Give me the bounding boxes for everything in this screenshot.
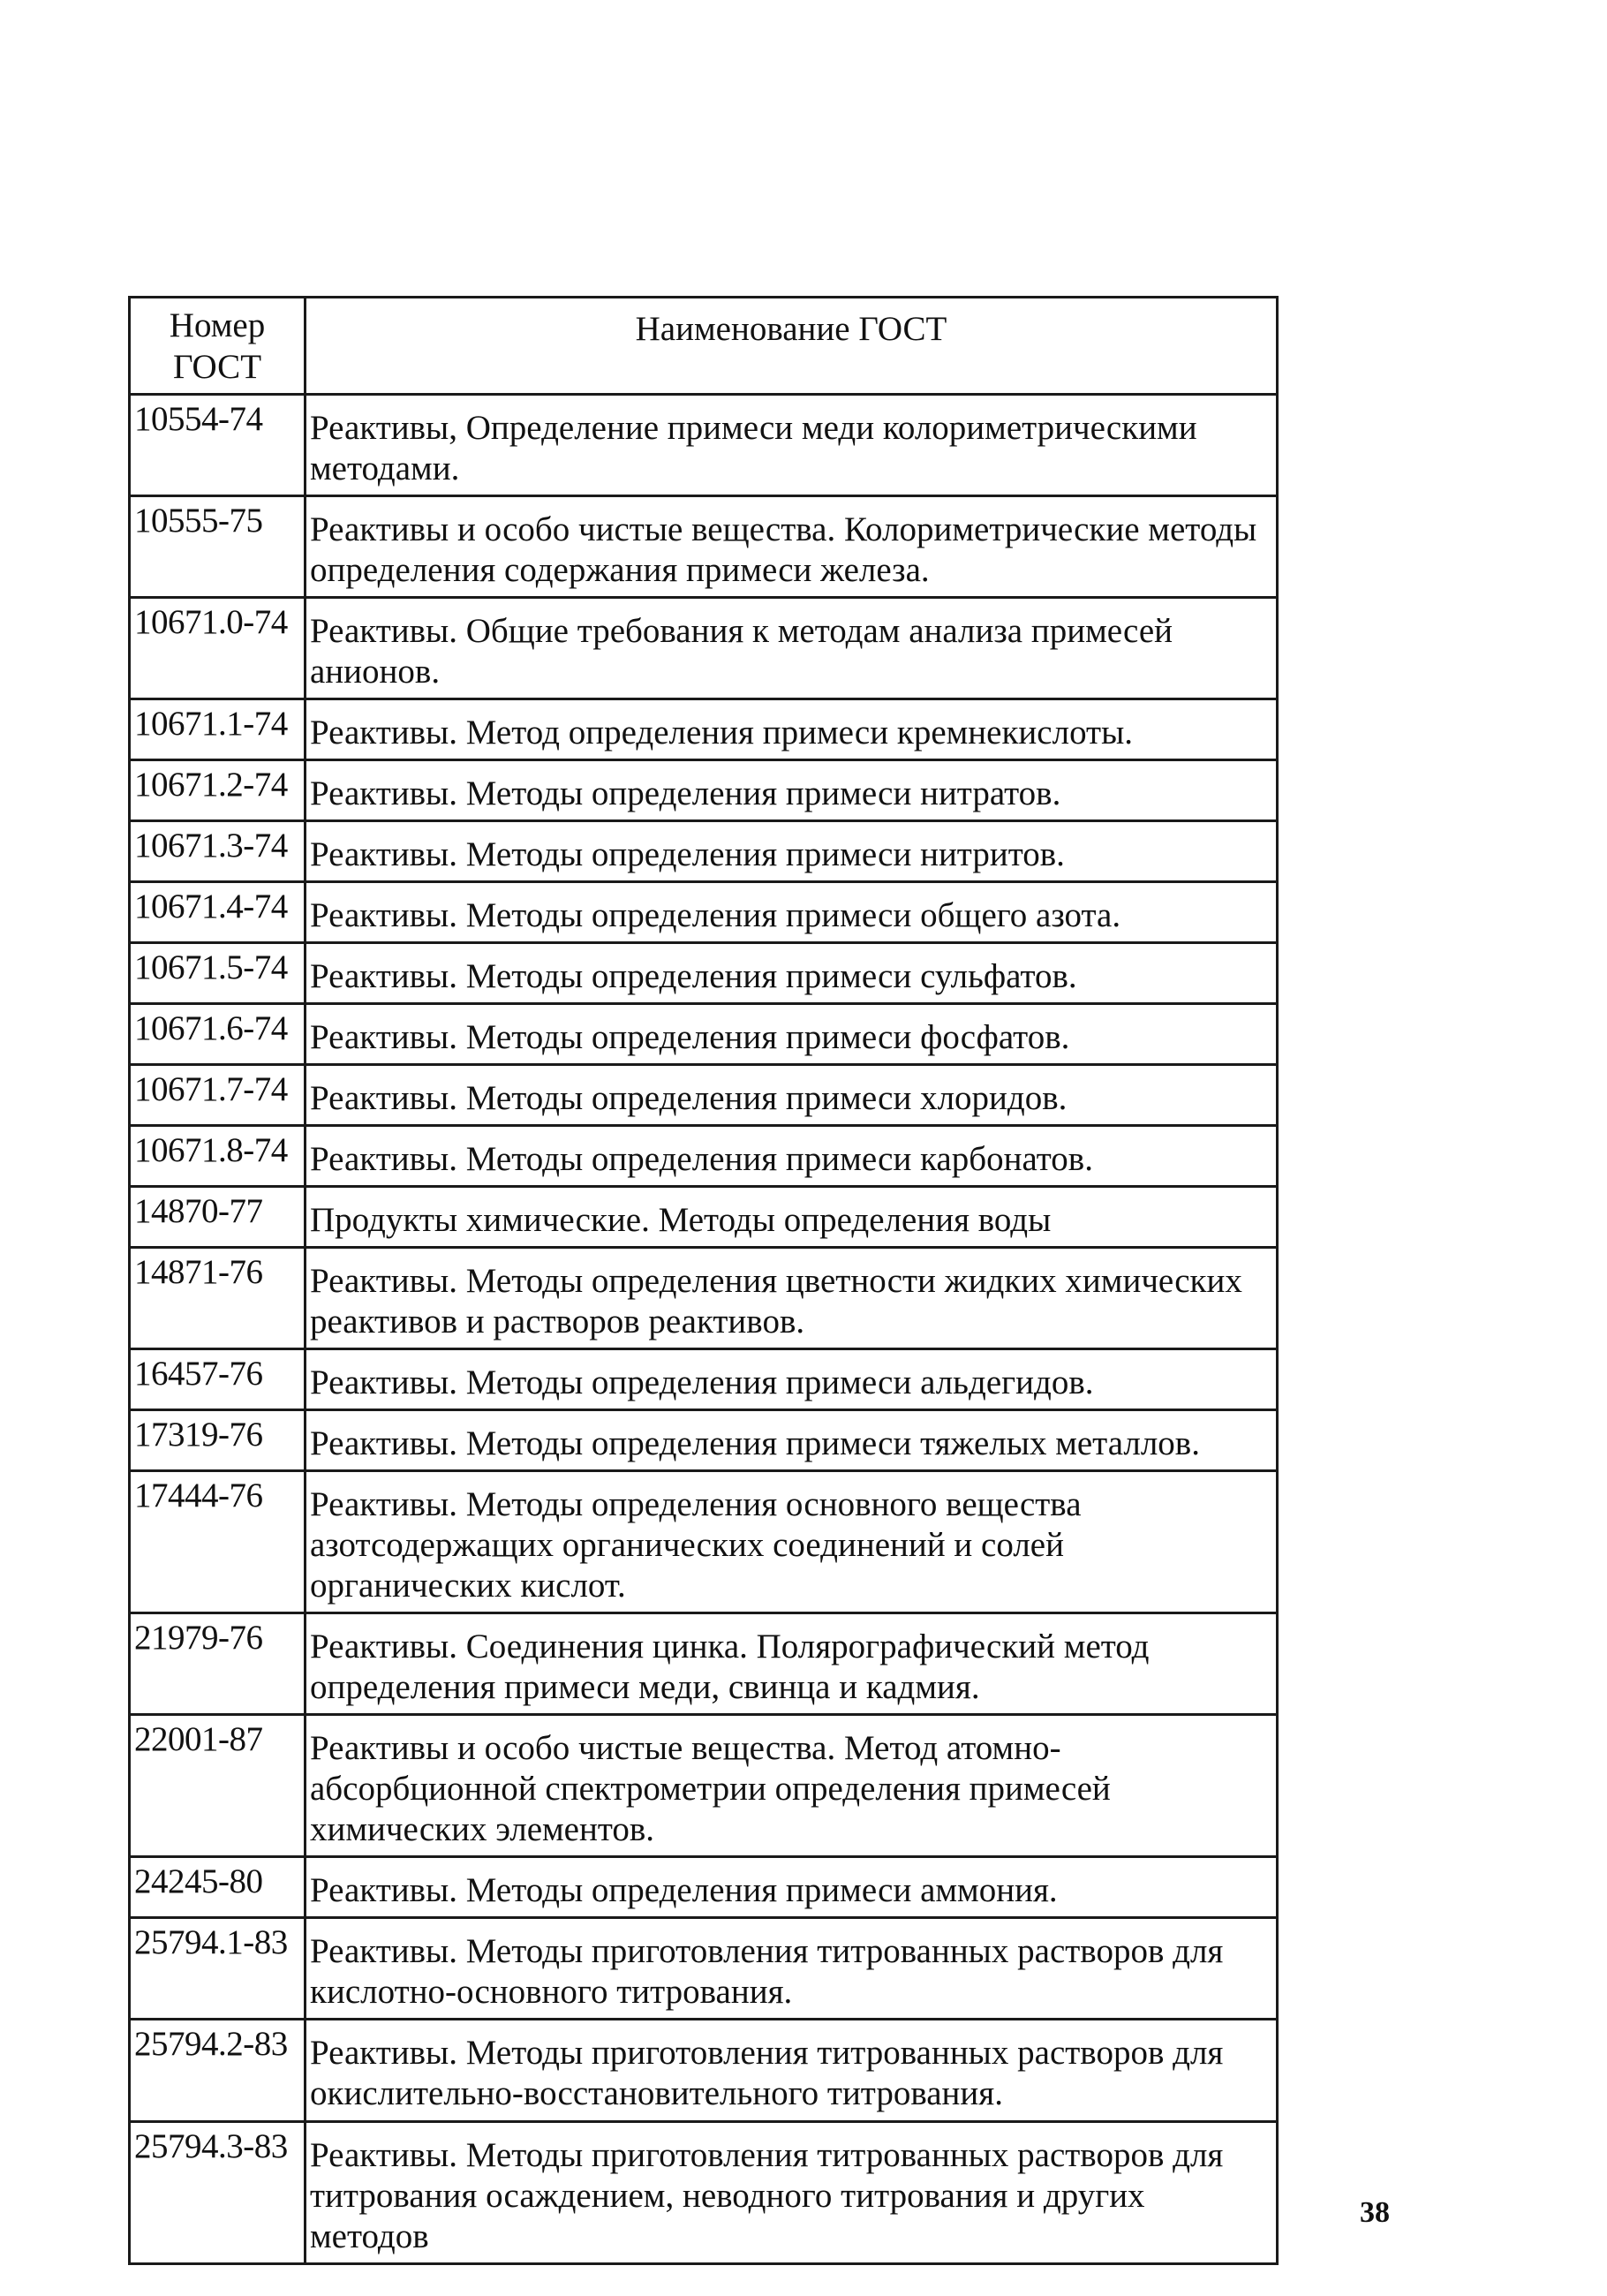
table-row	[130, 1065, 1278, 1126]
gost-number: 24245-80	[130, 1857, 306, 1918]
table-row	[130, 821, 1278, 882]
table-row	[130, 1410, 1278, 1471]
table-row	[130, 1613, 1278, 1715]
table-row	[130, 1349, 1278, 1410]
gost-number: 25794.1-83	[130, 1918, 306, 2020]
gost-number: 10671.4-74	[130, 882, 306, 943]
header-row	[130, 298, 1278, 395]
gost-number: 21979-76	[130, 1613, 306, 1715]
table-row	[130, 1715, 1278, 1857]
gost-title: Реактивы. Методы определения примеси общего азота.	[306, 882, 1278, 943]
table-row	[130, 1857, 1278, 1918]
header-name: Наименование ГОСТ	[306, 298, 1278, 395]
header-number-line1: Номер	[169, 306, 266, 345]
header-number	[130, 298, 306, 395]
gost-number: 10554-74	[130, 395, 306, 496]
gost-number: 10671.1-74	[130, 699, 306, 760]
gost-title: Реактивы. Соединения цинка. Полярографический метод определения примеси меди, свинца и кадмия.	[306, 1613, 1278, 1715]
table-row	[130, 2121, 1278, 2263]
table-row	[130, 699, 1278, 760]
table-row	[130, 1187, 1278, 1248]
gost-number: 10671.8-74	[130, 1126, 306, 1187]
gost-title: Реактивы и особо чистые вещества. Колориметрические методы определения содержания примеси железа.	[306, 496, 1278, 598]
gost-title: Реактивы. Методы определения основного вещества азотсодержащих органических соединений и солей органических кислот.	[306, 1471, 1278, 1613]
table-row	[130, 760, 1278, 821]
gost-number: 16457-76	[130, 1349, 306, 1410]
gost-title: Реактивы и особо чистые вещества. Метод атомно-абсорбционной спектрометрии определения примесей химических элементов.	[306, 1715, 1278, 1857]
gost-title: Реактивы, Определение примеси меди колориметрическими методами.	[306, 395, 1278, 496]
header-number-line2: ГОСТ	[172, 347, 262, 386]
gost-title: Продукты химические. Методы определения воды	[306, 1187, 1278, 1248]
gost-number: 10671.0-74	[130, 598, 306, 699]
gost-table	[128, 296, 1279, 2265]
table-body	[130, 395, 1278, 2264]
gost-title: Реактивы. Методы определения примеси фосфатов.	[306, 1004, 1278, 1065]
gost-number: 17444-76	[130, 1471, 306, 1613]
gost-number: 10555-75	[130, 496, 306, 598]
gost-number: 10671.5-74	[130, 943, 306, 1004]
gost-title: Реактивы. Методы определения примеси аммония.	[306, 1857, 1278, 1918]
gost-number: 10671.7-74	[130, 1065, 306, 1126]
table-row	[130, 1248, 1278, 1349]
table-row	[130, 882, 1278, 943]
table-row	[130, 496, 1278, 598]
gost-number: 10671.6-74	[130, 1004, 306, 1065]
table-row	[130, 2020, 1278, 2121]
gost-number: 25794.2-83	[130, 2020, 306, 2121]
gost-number: 22001-87	[130, 1715, 306, 1857]
gost-title: Реактивы. Общие требования к методам анализа примесей анионов.	[306, 598, 1278, 699]
page-number: 38	[1360, 2196, 1390, 2229]
table-row	[130, 598, 1278, 699]
gost-title: Реактивы. Методы определения примеси нитритов.	[306, 821, 1278, 882]
gost-title: Реактивы. Методы приготовления титрованных растворов для окислительно-восстановительного титрования.	[306, 2020, 1278, 2121]
gost-title: Реактивы. Методы приготовления титрованных растворов для титрования осаждением, неводного титрования и других методов	[306, 2121, 1278, 2263]
gost-number: 14870-77	[130, 1187, 306, 1248]
gost-number: 10671.2-74	[130, 760, 306, 821]
table-row	[130, 1004, 1278, 1065]
table-row	[130, 395, 1278, 496]
gost-title: Реактивы. Метод определения примеси кремнекислоты.	[306, 699, 1278, 760]
table-row	[130, 1126, 1278, 1187]
gost-title: Реактивы. Методы определения примеси хлоридов.	[306, 1065, 1278, 1126]
table-row	[130, 943, 1278, 1004]
table-row	[130, 1471, 1278, 1613]
gost-title: Реактивы. Методы определения примеси альдегидов.	[306, 1349, 1278, 1410]
gost-number: 14871-76	[130, 1248, 306, 1349]
gost-number: 10671.3-74	[130, 821, 306, 882]
gost-title: Реактивы. Методы приготовления титрованных растворов для кислотно-основного титрования.	[306, 1918, 1278, 2020]
table-header	[130, 298, 1278, 395]
gost-title: Реактивы. Методы определения примеси сульфатов.	[306, 943, 1278, 1004]
gost-number: 17319-76	[130, 1410, 306, 1471]
gost-title: Реактивы. Методы определения примеси карбонатов.	[306, 1126, 1278, 1187]
table-row	[130, 1918, 1278, 2020]
gost-number: 25794.3-83	[130, 2121, 306, 2263]
gost-title: Реактивы. Методы определения примеси нитратов.	[306, 760, 1278, 821]
gost-title: Реактивы. Методы определения примеси тяжелых металлов.	[306, 1410, 1278, 1471]
gost-title: Реактивы. Методы определения цветности жидких химических реактивов и растворов реактивов.	[306, 1248, 1278, 1349]
